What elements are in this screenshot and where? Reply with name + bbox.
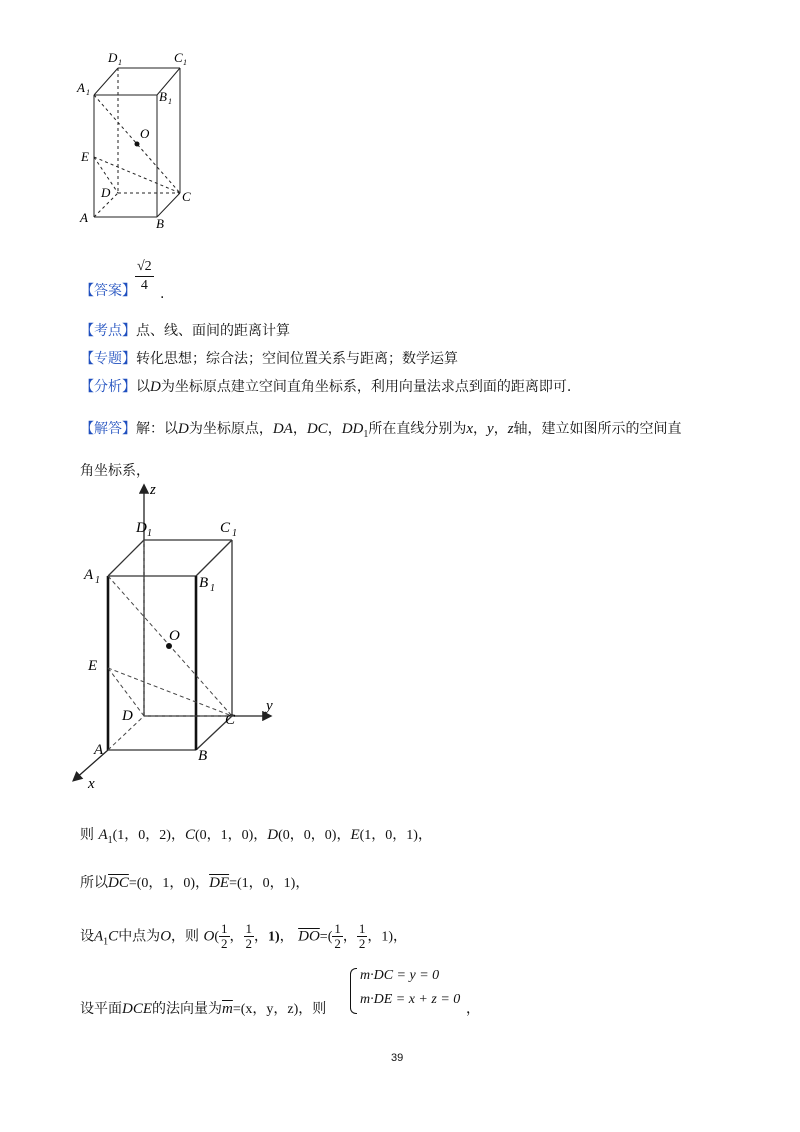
normal-vector-val: =(x，y，z)	[232, 1002, 299, 1017]
normal-vector-m: $\overline{m}$	[222, 1001, 233, 1017]
label2-b1: B	[199, 575, 209, 591]
label2-a1-sub: 1	[95, 575, 100, 586]
coords-d-val: (0，0，0)	[278, 828, 337, 843]
kaodian-tag: 【考点】	[80, 323, 136, 339]
label2-c1: C	[220, 520, 231, 536]
plane-line	[80, 1000, 326, 1019]
jieda-sep3: ，	[473, 421, 488, 437]
midpoint-eq: =(	[319, 929, 333, 945]
jieda-z: z	[507, 421, 514, 437]
vectors-line	[80, 874, 309, 893]
label-d: D	[101, 185, 111, 200]
jieda-sep1: ，	[292, 421, 307, 437]
midpoint-end: ，	[393, 928, 408, 945]
midpoint-ze: ，则	[171, 928, 200, 945]
label-b: B	[156, 216, 164, 231]
label2-d1-sub: 1	[147, 528, 152, 539]
coords-a1: A	[98, 827, 108, 843]
coords-sep2: ，	[253, 827, 268, 843]
label-c1-sub: 1	[183, 58, 187, 67]
fenxi-text: 为坐标原点建立空间直角坐标系，利用向量法求点到面的距离即可.	[160, 379, 572, 395]
jieda-tag: 【解答】	[80, 421, 136, 437]
answer-line	[80, 282, 136, 300]
label-a: A	[80, 210, 88, 225]
fenxi-var-d: D	[150, 379, 161, 395]
coords-sep1: ，	[170, 827, 185, 843]
midpoint-a1c-a: A	[94, 928, 104, 945]
jieda-line2: 角坐标系，	[80, 463, 150, 479]
label-b1-sub: 1	[168, 97, 172, 106]
label2-b: B	[198, 748, 208, 764]
vectors-sep: ，	[195, 875, 210, 891]
midpoint-a1c-c: C	[108, 928, 119, 945]
label-o: O	[140, 126, 150, 141]
page-number: 39	[391, 1052, 404, 1064]
equation-1: m·DC = y = 0	[360, 968, 440, 983]
midpoint-o2: O	[203, 928, 215, 945]
label-b1: B	[159, 89, 167, 104]
plane-ze: ，则	[298, 1001, 327, 1017]
vector-de: $\overline{DE}$	[209, 875, 230, 891]
jieda-t1: 解：以	[136, 421, 178, 437]
jieda-da: DA	[272, 421, 293, 437]
jieda-dd1: DD	[341, 421, 364, 437]
midpoint-mid: 中点为	[118, 928, 161, 945]
label2-d: D	[122, 708, 133, 724]
coords-d: D	[267, 827, 279, 843]
answer-numerator: √2	[135, 258, 154, 277]
answer-fraction	[135, 258, 154, 295]
vector-de-val: =(1，0，1)	[229, 876, 296, 891]
jieda-dd1-sub: 1	[363, 428, 369, 440]
coords-e: E	[350, 827, 360, 843]
plane-pre: 设平面	[80, 1001, 122, 1017]
kaodian-line	[80, 322, 290, 340]
jieda-dc: DC	[306, 421, 328, 437]
label-c: C	[182, 189, 191, 204]
plane-mid: 的法向量为	[152, 1001, 222, 1017]
midpoint-one: 1)	[268, 929, 280, 945]
label2-c1-sub: 1	[232, 528, 237, 539]
kaodian-text: 点、线、面间的距离计算	[136, 323, 290, 339]
jieda-d: D	[178, 421, 189, 437]
coords-c: C	[184, 827, 195, 843]
coords-ze: 则	[80, 827, 94, 843]
frac-half-1: $\frac{1}{2}$	[221, 921, 228, 951]
label2-e: E	[88, 658, 98, 674]
midpoint-pre: 设	[80, 928, 94, 945]
coords-line	[80, 826, 432, 850]
fenxi-tag: 【分析】	[80, 379, 136, 395]
cuboid-figure-small	[70, 45, 210, 235]
zhuanti-tag: 【专题】	[80, 351, 136, 367]
zhuanti-text: 转化思想；综合法；空间位置关系与距离；数学运算	[136, 351, 458, 367]
label-a1: A	[77, 80, 85, 95]
axis-label-x: x	[88, 776, 95, 792]
label-d1-sub: 1	[118, 58, 122, 67]
label-d1: D	[108, 50, 118, 65]
coords-a1-val: (1，0，2)	[112, 828, 171, 843]
label-a1-sub: 1	[86, 88, 90, 97]
axis-label-y: y	[266, 698, 273, 714]
vector-dc: $\overline{DC}$	[108, 875, 129, 891]
label2-a1: A	[84, 567, 94, 583]
jieda-t4: 轴，建立如图所示的空间直	[513, 421, 682, 437]
coords-a1-sub: 1	[107, 834, 113, 846]
axis-label-z: z	[150, 482, 156, 498]
label2-c: C	[225, 712, 236, 728]
zhuanti-line	[80, 350, 458, 368]
answer-tag: 【答案】	[80, 283, 136, 299]
equation-2: m·DE = x + z = 0	[360, 992, 461, 1007]
jieda-x: x	[466, 421, 474, 437]
label-c1: C	[174, 50, 183, 65]
label-e: E	[81, 149, 89, 164]
jieda-y: y	[487, 421, 494, 437]
jieda-line1	[80, 420, 682, 444]
coords-e-val: (1，0，1)	[359, 828, 418, 843]
answer-period: .	[160, 286, 165, 302]
cuboid-figure-axes	[60, 478, 300, 798]
label2-b1-sub: 1	[210, 583, 215, 594]
jieda-sep2: ，	[327, 421, 342, 437]
plane-dce: DCE	[122, 1001, 152, 1017]
midpoint-o: O	[160, 928, 172, 945]
midpoint-a1c-sub: 1	[103, 936, 109, 948]
jieda-sep4: ，	[493, 421, 508, 437]
brace	[350, 968, 357, 1014]
label2-d1: D	[136, 520, 147, 536]
vector-dc-val: =(0，1，0)	[128, 876, 196, 891]
vectors-end: ，	[295, 875, 310, 891]
jieda-t3: 所在直线分别为	[368, 421, 467, 437]
coords-end: ，	[417, 827, 432, 843]
midpoint-one-2: 1)	[381, 929, 394, 945]
frac-half-2: $\frac{1}{2}$	[245, 921, 252, 951]
label2-a: A	[94, 742, 104, 758]
midpoint-line: 设$A_1C$中点为O，则 O( $\frac{1}{2}$ ， $\frac{1}{2}$ ，1)， $\overline{DO}=$( $\frac{1}{2}$ ， $\frac{1}{2}$ ，1)，	[80, 921, 408, 951]
frac-half-3: $\frac{1}{2}$	[334, 921, 341, 951]
plane-end: ，	[466, 1001, 480, 1017]
vectors-pre: 所以	[80, 875, 108, 891]
frac-half-4: $\frac{1}{2}$	[358, 921, 366, 951]
jieda-t2: 为坐标原点，	[188, 421, 273, 437]
point-o	[135, 142, 140, 147]
vector-do: $\overline{DO}$	[298, 928, 320, 945]
fenxi-line	[80, 378, 571, 396]
coords-c-val: (0，1，0)	[194, 828, 254, 843]
coords-sep3: ，	[336, 827, 351, 843]
label2-o: O	[169, 628, 180, 644]
fenxi-pre: 以	[136, 379, 150, 395]
answer-denominator: 4	[140, 278, 148, 293]
